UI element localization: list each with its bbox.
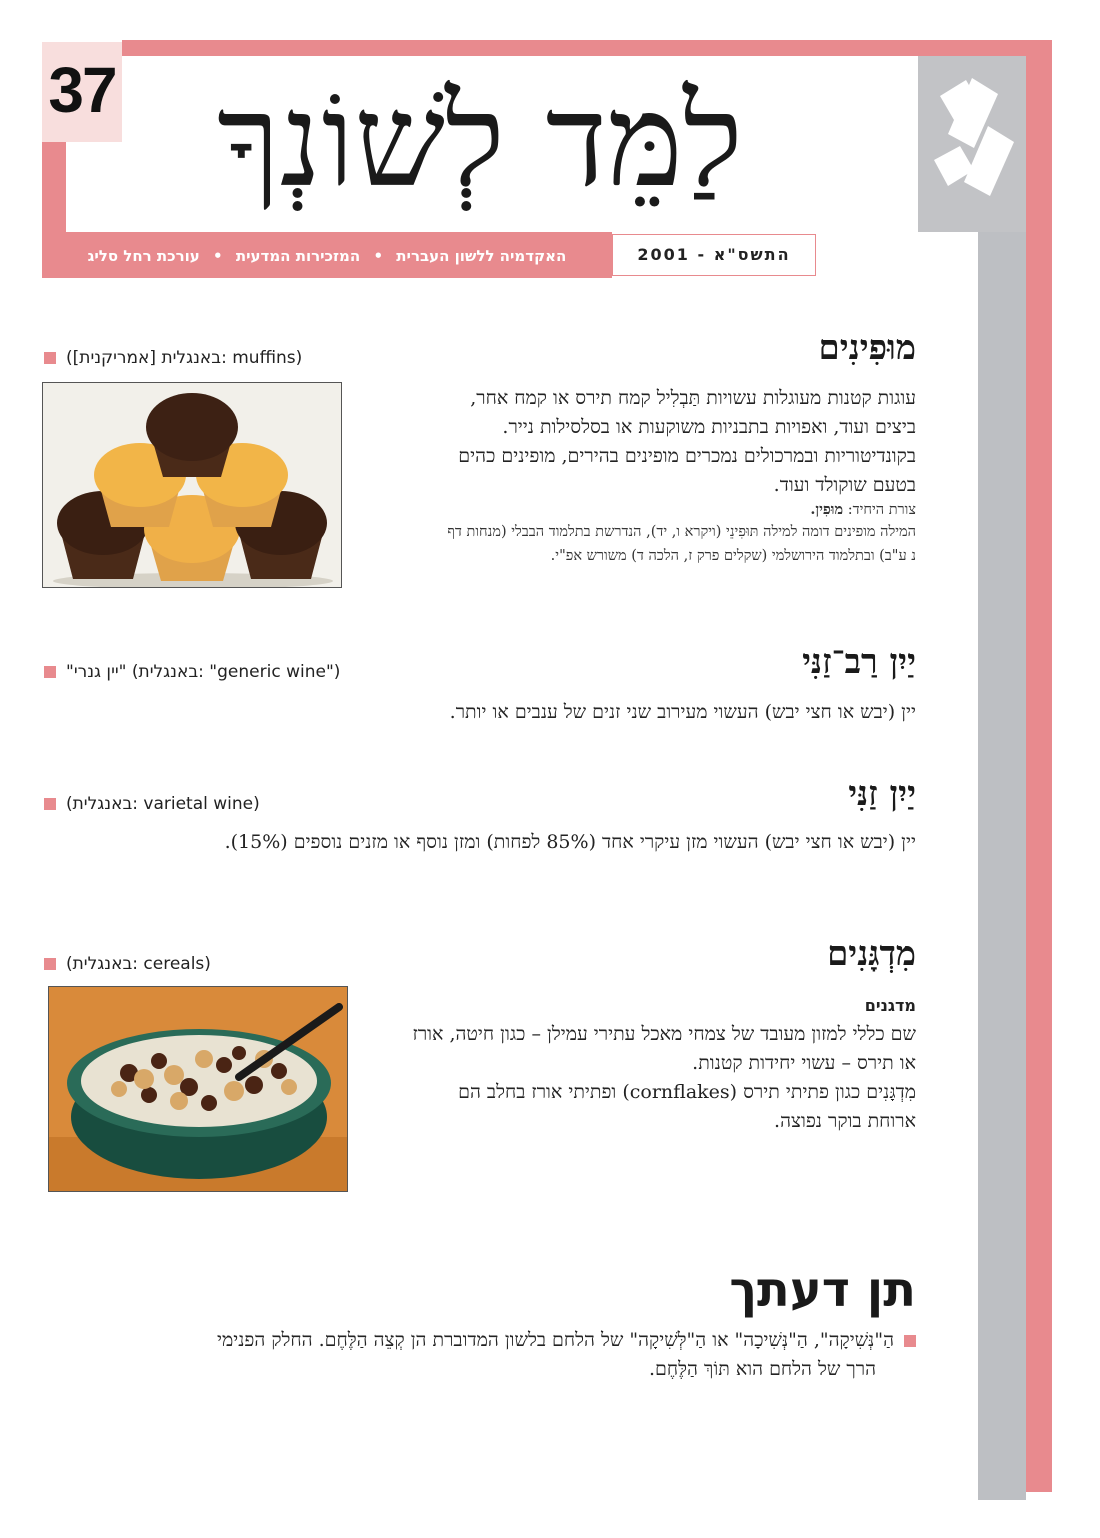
- generic-wine-body: יין (יבש או חצי יבש) העשוי מעירוב שני זנים של ענבים או יותר.: [449, 701, 916, 723]
- muffins-body: עוגות קטנות מעוגלות עשויות תַּבְלִיל קמח תירס או קמח אחר, ביצים ועוד, ואפויות בתבניות משוקעות או בסלסילות נייר. בקונדיטוריות ובמרכולים נמכרים מופינים בהירים, מופינים כהים בטעם שוקולד ועוד.: [458, 387, 916, 496]
- header-subtitle: [44, 236, 610, 276]
- bullet-square-icon: [44, 958, 56, 970]
- cereals-body-example: מִדְגָּנִים כגון פתיתי תירס (cornflakes) ופתיתי אורז בחלב הם ארוחת בוקר נפוצה.: [458, 1081, 916, 1132]
- cereals-heading: מִדְגָּנִים: [827, 934, 916, 974]
- academy-logo-icon: [918, 56, 1026, 232]
- cereals-image: [49, 987, 347, 1191]
- muffins-photo: [42, 382, 342, 588]
- muffins-heading: מוּפִינִים: [818, 328, 916, 368]
- muffins-image: [43, 383, 341, 587]
- varietal-wine-body: יין (יבש או חצי יבש) העשוי מזן עיקרי אחד (85% לפחות) ומזן נוסף או מזנים נוספים (15%).: [224, 831, 916, 853]
- bullet-square-icon: [44, 352, 56, 364]
- issue-number: 37: [42, 42, 122, 142]
- page-title: לַמֵּד לְשׁוֹנְךָ: [217, 67, 743, 216]
- subtitle-bullet: •: [373, 247, 384, 265]
- opinion-heading: תן דעתך: [729, 1262, 916, 1318]
- opinion-line-1: הַ"נְּשִׁיקָה", הַ"נְּשִׁיכָה" או הַ"לְּשִׁיקָה" של הלחם בלשון המדוברת הן קְצֵה הַלֶּחֶם. החלק הפנימי: [40, 1326, 916, 1355]
- bullet-square-icon: [44, 798, 56, 810]
- muffins-english: (muffins :באנגלית [אמריקנית]): [44, 348, 302, 368]
- subtitle-academy: האקדמיה ללשון העברית: [396, 247, 567, 265]
- opinion-text: [40, 1326, 916, 1384]
- generic-wine-heading: יַיִן רַב־זַנִּי: [802, 642, 916, 682]
- cereals-subheading: מדגנים: [864, 996, 916, 1015]
- year-label: התשס"א - 2001: [612, 234, 816, 276]
- varietal-wine-heading: יַיִן זַנִּי: [848, 774, 916, 814]
- cereals-body-definition: שם כללי למזון מעובד של צמחי מאכל עתירי עמילן – כגון חיטה, אורז או תירס – עשוי יחידות קטנות.: [412, 1023, 916, 1074]
- cereals-photo: [48, 986, 348, 1192]
- subtitle-bullet: •: [213, 247, 223, 265]
- cereals-english: (cereals :באנגלית): [44, 954, 211, 974]
- frame-right-pink-bar: [1026, 56, 1052, 1492]
- opinion-line-2: הרך של הלחם הוא תּוֹךְ הַלֶּחֶם.: [649, 1358, 876, 1380]
- academy-logo: [918, 56, 1026, 232]
- bullet-square-icon: [904, 1335, 916, 1347]
- subtitle-editor: עורכת רחל סליג: [87, 247, 200, 265]
- frame-left-bar: [42, 142, 66, 236]
- subtitle-secretariat: המזכירות המדעית: [235, 247, 361, 265]
- muffins-note: המילה מופינים דומה למילה תּוּפִינֵי (ויקרא ו, יד), הנדרשת בתלמוד הבבלי (מנחות דף נ ע"ב) ובתלמוד הירושלמי (שקלים פרק ז, הלכה ד) משורש אפ"י.: [447, 524, 916, 564]
- frame-right-gray-bar: [978, 232, 1026, 1500]
- generic-wine-english: ("generic wine" :באנגלית) "יין גנרי": [44, 662, 340, 682]
- varietal-wine-english: (varietal wine :באנגלית): [44, 794, 260, 814]
- muffins-singular: צורת היחיד: מוּפִין.: [810, 501, 916, 518]
- bullet-square-icon: [44, 666, 56, 678]
